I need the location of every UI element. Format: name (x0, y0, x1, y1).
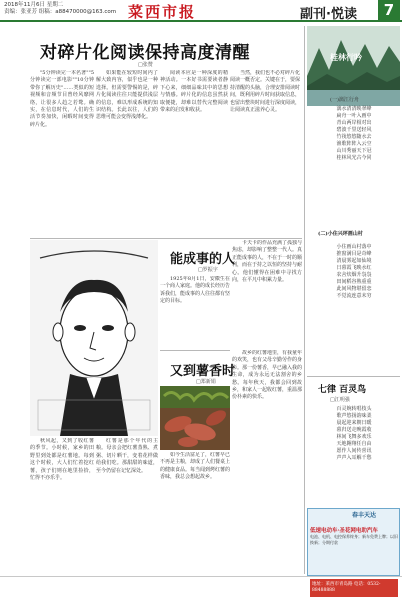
poem-line: 天地翱翔任自由 (336, 441, 372, 447)
article3-text-2: 红薯是那个年代的主粮。母亲会把红薯蒸熟、煮粥、切片晒干，变着花样做给我们吃。那甜甜的味道，至今仍留在记忆深处。 (96, 438, 158, 474)
article3-text-1: 秋风起，又到了收红薯的季节。小时候，家乡的田野里到处都是红薯地。每到这个时候，大人们忙着挖红薯，孩子们则在地里捡拾，忙得不亦乐乎。 (30, 438, 94, 482)
article3-text-3: 如今生活富足了，红薯早已不再是主粮，却成了人们餐桌上的健康食品。每当闻到烤红薯的香味，我总会想起故乡。 (160, 452, 230, 481)
article1-text-1: "5分钟读完一本名著""5分钟读完一部电影""10分钟带你了解历史"……类似的短视频和音频节目曾经风靡网络，让很多人趋之若鹜。确实，在信息时代，人们的生活节奏加快，闲暇时间变得碎片化。 (30, 70, 94, 128)
portrait-drawing (30, 240, 158, 436)
poem-line: 漓水清清映翠峰 (336, 106, 372, 112)
poem2-heading: (二)小住兴坪画山村 (318, 231, 363, 237)
divider (160, 350, 230, 351)
poem-line: 渔歌阵阵入云空 (336, 141, 372, 147)
article1-column-4 (230, 70, 300, 237)
sidebar-banner-byline: (一)漓江行舟 (330, 97, 359, 103)
poem-line: 此间风物堪留恋 (336, 286, 372, 292)
article1-column-2 (96, 70, 158, 237)
footer-ad-text: 地址：莱西市青岛路 电话：0532-88488888 (312, 582, 381, 593)
article2-text-2: 卡夫卡的作品充满了孤独与焦虑，却影响了整整一代人。真正能成事的人，不在于一时的顺利，而在于持之以恒的坚持与耐心。他们懂得在困难中寻找方向，在平凡中积累力量。 (232, 240, 302, 284)
article1-column-1 (30, 70, 94, 237)
potato-image (160, 386, 230, 450)
poem-line: 林间飞舞多欢乐 (336, 434, 372, 440)
poem-line: 竹筏悠悠随水去 (336, 134, 372, 140)
poem-line: 推窗满目是奇峰 (336, 251, 372, 257)
kafka-illustration (30, 240, 158, 436)
article1-column-3 (160, 70, 228, 237)
article2-column-2 (232, 240, 302, 347)
ad-text: 电池、电机、电控保养终身；新车免费上牌；以旧换新；分期付款 (310, 534, 398, 545)
poem-line: 山川秀丽天下冠 (336, 148, 372, 154)
masthead (0, 0, 402, 22)
article2-text-1: 1925年8月1日，安徽生在一个商人家庭。他的成长经历告诉我们，能成事的人往往都有坚定的目标。 (160, 276, 230, 305)
poem-line: 不觉流连意未穷 (336, 293, 372, 299)
section-title: 副刊·悦读 (300, 7, 357, 22)
poem-line: 田间稻谷熟重重 (336, 279, 372, 285)
poem-line: 桂林风光古今同 (336, 155, 372, 161)
poem1 (310, 106, 398, 162)
article3-column-2 (96, 438, 158, 570)
editor-line: 责编：张亚芳 组稿：a88470000@163.com (4, 9, 117, 15)
article1-text-2: 如果能在较短时间内了解大致内容，似乎也是一种选择。但需要警惕的是，碎片化阅读往往只能提供浅层的信息，难以形成系统的知识结构。长此以往，人们的思维可能会变得浅薄化。 (96, 70, 158, 121)
poem-line: 青山两岸相对出 (336, 120, 372, 126)
sidebar-divider (304, 26, 305, 574)
poem-line: 晨起迎来朝日暖 (336, 420, 372, 426)
article1-text-3: 阅读本应是一种深度的精神活动。一本好书需要读者静下心来，细细品味其中的思想与情感。碎片化的信息虽然获取便捷，却难以替代完整阅读带来的启发和收获。 (160, 70, 228, 114)
poem3 (310, 406, 398, 462)
article1-text-4: 当然，我们也不必对碎片化阅读一概否定。关键在于，要保持清醒的头脑，合理安排阅读时间，既利用碎片时间获取信息，也留出整块时间进行深度阅读，让阅读真正滋养心灵。 (230, 70, 300, 114)
masthead-meta (4, 2, 116, 16)
ad-title: 低速电动车·圣花网电助汽车 (310, 528, 378, 534)
poem-line: 碧波千里送轻风 (336, 127, 372, 133)
poem-line: 扁舟一叶入画中 (336, 113, 372, 119)
poem-line: 歌声悠扬韵味柔 (336, 413, 372, 419)
poem-line: 农舍炊烟升袅袅 (336, 272, 372, 278)
article1-title: 对碎片化阅读保持高度清醒 (40, 43, 250, 63)
poem-line: 日暮霞飞映水红 (336, 265, 372, 271)
issue-date: 2018年11月6日 星期二 (4, 2, 64, 8)
article1-byline: □张赞 (138, 62, 153, 68)
sidebar-article-title: 七律 百灵鸟 (318, 385, 367, 395)
article3-byline: □郑新娟 (196, 379, 216, 385)
sidebar-article-byline: □江明强 (330, 397, 350, 403)
guilin-landscape-photo (307, 26, 400, 106)
poem-line: 百灵婉转唱枝头 (336, 406, 372, 412)
poem-line: 声声入耳解千愁 (336, 455, 372, 461)
landscape-image (307, 26, 400, 106)
newspaper-brand: 菜西市报 (128, 3, 197, 21)
article3-column-3 (160, 452, 230, 570)
divider (30, 238, 302, 239)
article2-title: 能成事的人 (170, 252, 236, 267)
article3-title: 又到薯香时 (170, 364, 236, 379)
article2-column-1 (160, 276, 230, 347)
article3-text-4: 故乡的红薯地里，有我童年的欢笑，也有父母辛勤劳作的身影。那一份薯香，早已融入我的生命，成为永远无法割舍的乡愁。每年秋天，我都会回到故乡，和家人一起收红薯，重温那份朴素的快乐。 (232, 350, 302, 401)
ad-logo: 春丰天达 (352, 512, 377, 519)
page-number: 7 (378, 0, 400, 20)
article3-column-4 (232, 350, 302, 570)
poem-line: 小住画山村落中 (336, 244, 372, 250)
footer-ad-bar (0, 576, 402, 600)
poem2 (310, 244, 398, 300)
poem-line: 清晨雾起如仙境 (336, 258, 372, 264)
poem-line: 愿作人间传喜讯 (336, 448, 372, 454)
sidebar-banner-title: 桂林行吟 (330, 52, 362, 62)
poem-line: 暮归送走晚霞收 (336, 427, 372, 433)
article3-column-1 (30, 438, 94, 570)
article2-byline: □罗振宇 (198, 267, 218, 273)
divider (307, 376, 400, 377)
sweet-potato-photo (160, 386, 230, 450)
